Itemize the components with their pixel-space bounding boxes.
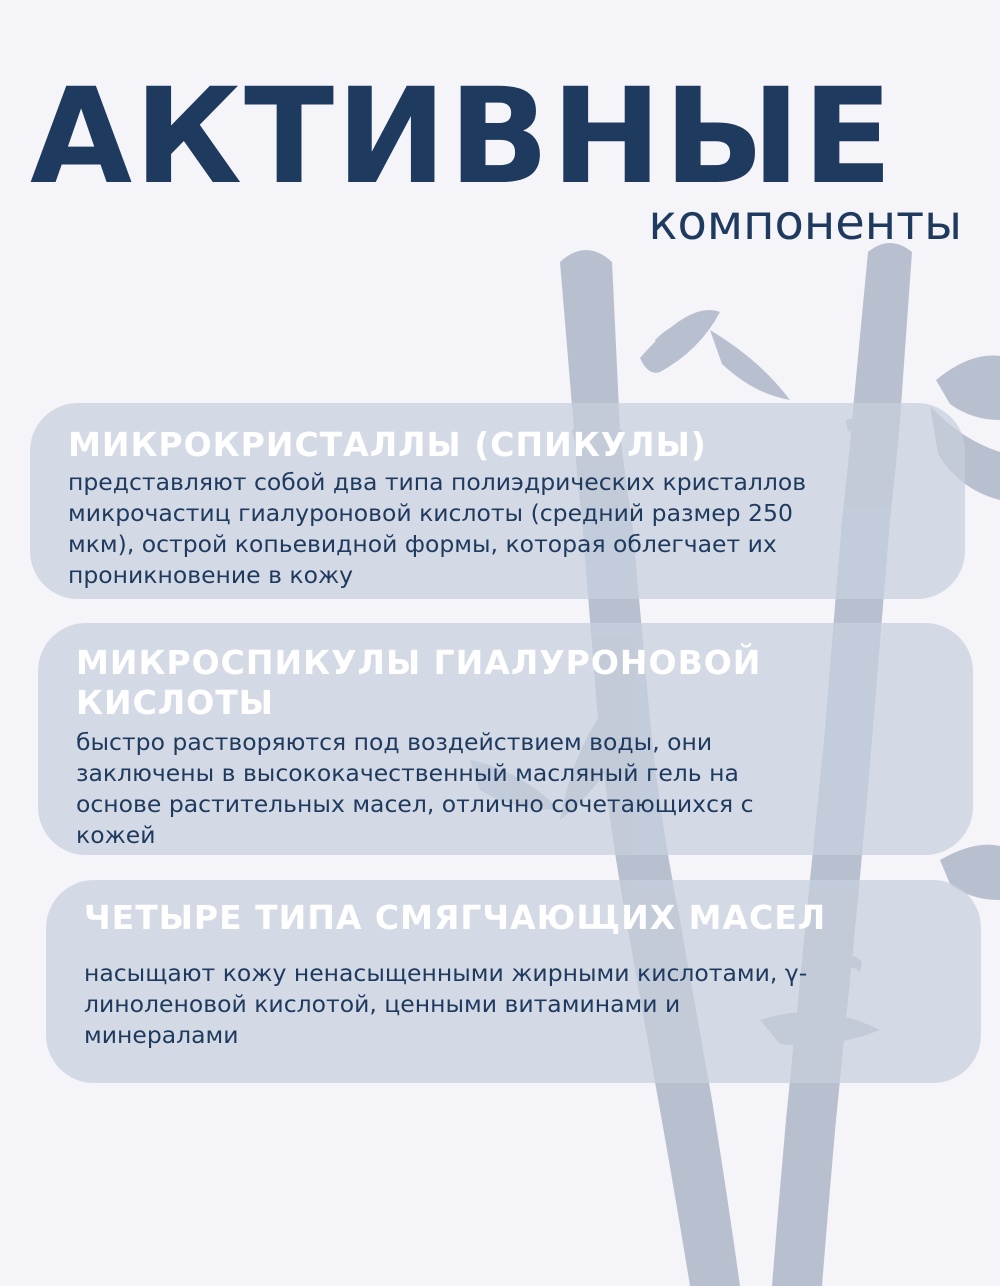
page-title: АКТИВНЫЕ	[30, 60, 895, 214]
component-card-microcrystals	[30, 403, 965, 599]
card-heading: МИКРОСПИКУЛЫ ГИАЛУРОНОВОЙ КИСЛОТЫ	[76, 643, 762, 722]
card-description: насыщают кожу ненасыщенными жирными кислотами, γ- линоленовой кислотой, ценными витаминами и минералами	[84, 959, 808, 1049]
card-heading: ЧЕТЫРЕ ТИПА СМЯГЧАЮЩИХ МАСЕЛ	[84, 898, 827, 937]
card-heading: МИКРОКРИСТАЛЛЫ (СПИКУЛЫ)	[68, 425, 707, 464]
card-description: быстро растворяются под воздействием воды, они заключены в высококачественный масляный гель на основе растительных масел, отлично сочетающихся с кожей	[76, 728, 754, 849]
component-card-microspicules	[38, 623, 973, 855]
component-card-oils	[46, 880, 981, 1083]
card-description: представляют собой два типа полиэдрических кристаллов микрочастиц гиалуроновой кислоты (средний размер 250 мкм), острой копьевидной формы, которая облегчает их проникновение в кожу	[68, 468, 807, 589]
page-subtitle: компоненты	[648, 195, 962, 251]
